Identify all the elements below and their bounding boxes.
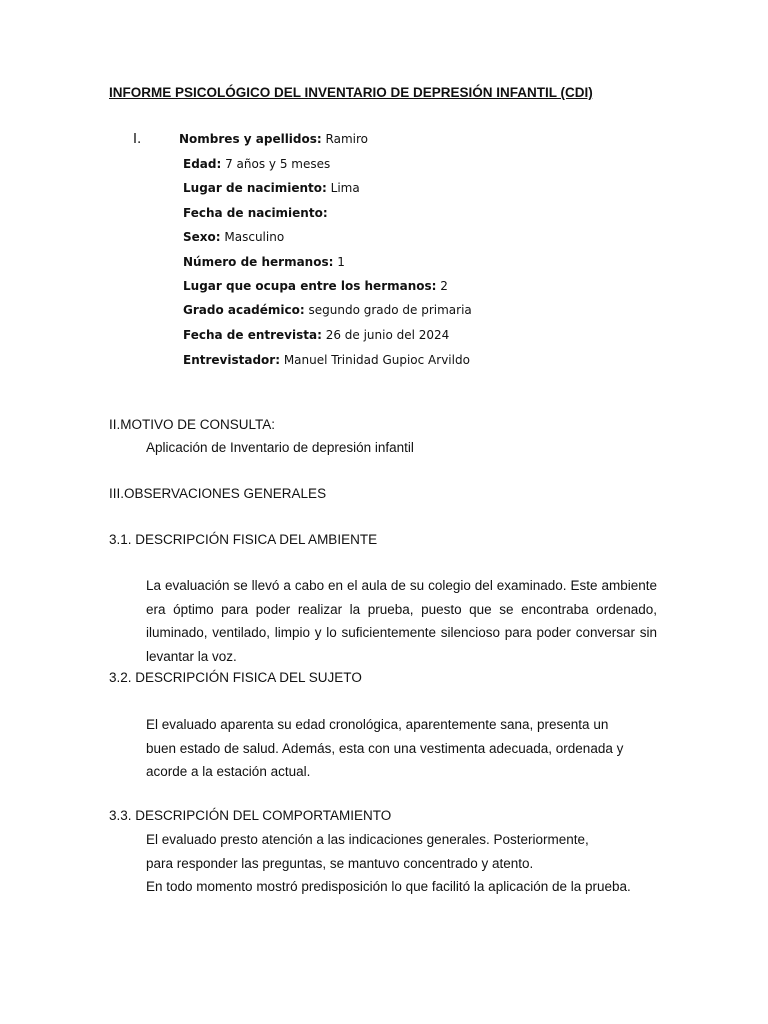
field-label: Lugar que ocupa entre los hermanos: xyxy=(183,279,437,293)
field-value: Manuel Trinidad Gupioc Arvildo xyxy=(280,353,470,367)
section-2-text: Aplicación de Inventario de depresión infantil xyxy=(146,440,414,455)
field-sexo xyxy=(183,230,284,244)
paragraph-line: para responder las preguntas, se mantuvo concentrado y atento. xyxy=(146,855,534,871)
field-label: Sexo: xyxy=(183,230,221,244)
paragraph-line: En todo momento mostró predisposición lo que facilitó la aplicación de la prueba. xyxy=(146,879,631,894)
field-value: 7 años y 5 meses xyxy=(221,157,331,171)
field-value: Masculino xyxy=(220,230,285,244)
field-value: Lima xyxy=(326,181,360,195)
field-lugar-nacimiento xyxy=(183,181,360,195)
subsection-3-3-heading: 3.3. DESCRIPCIÓN DEL COMPORTAMIENTO xyxy=(109,808,392,823)
field-label: Grado académico: xyxy=(183,303,305,317)
field-label: Fecha de entrevista: xyxy=(183,328,322,342)
field-nombres xyxy=(179,132,368,146)
field-value: segundo grado de primaria xyxy=(304,303,472,317)
subsection-3-1-paragraph: La evaluación se llevó a cabo en el aula de su colegio del examinado. Este ambiente era óptimo para poder realizar la prueba, puesto que se encontraba ordenado, iluminado, ventilado, limpio y lo suficientemente silencioso para poder conversar sin levantar la voz. xyxy=(146,578,657,664)
paragraph-line: El evaluado presto atención a las indicaciones generales. Posteriormente, xyxy=(146,832,589,847)
field-label: Entrevistador: xyxy=(183,353,280,367)
field-value: Ramiro xyxy=(321,132,368,146)
document-title: INFORME PSICOLÓGICO DEL INVENTARIO DE DEPRESIÓN INFANTIL (CDI) xyxy=(109,85,593,100)
field-label: Fecha de nacimiento: xyxy=(183,206,328,220)
field-label: Nombres y apellidos: xyxy=(179,132,322,146)
paragraph-line: buen estado de salud. Además, esta con una vestimenta adecuada, ordenada y xyxy=(146,740,624,756)
field-fecha-entrevista xyxy=(183,328,449,342)
field-numero-hermanos xyxy=(183,255,345,269)
subsection-3-2-paragraph xyxy=(146,713,623,784)
field-entrevistador xyxy=(183,353,470,367)
section-1-number: I. xyxy=(133,131,142,147)
paragraph-line: acorde a la estación actual. xyxy=(146,764,311,779)
subsection-3-2-heading: 3.2. DESCRIPCIÓN FISICA DEL SUJETO xyxy=(109,670,362,685)
field-label: Lugar de nacimiento: xyxy=(183,181,327,195)
field-edad xyxy=(183,157,330,171)
paragraph-line: El evaluado aparenta su edad cronológica, aparentemente sana, presenta un xyxy=(146,717,609,732)
field-grado-academico xyxy=(183,303,472,317)
field-lugar-hermanos xyxy=(183,279,448,293)
section-2-heading: II.MOTIVO DE CONSULTA: xyxy=(109,417,276,432)
subsection-3-3-paragraph xyxy=(146,828,631,899)
field-fecha-nacimiento xyxy=(183,206,328,220)
subsection-3-1-heading: 3.1. DESCRIPCIÓN FISICA DEL AMBIENTE xyxy=(109,532,378,547)
field-label: Edad: xyxy=(183,157,222,171)
field-value: 1 xyxy=(333,255,345,269)
field-value: 2 xyxy=(436,279,448,293)
field-value: 26 de junio del 2024 xyxy=(321,328,450,342)
field-label: Número de hermanos: xyxy=(183,255,334,269)
section-3-heading: III.OBSERVACIONES GENERALES xyxy=(109,486,327,501)
